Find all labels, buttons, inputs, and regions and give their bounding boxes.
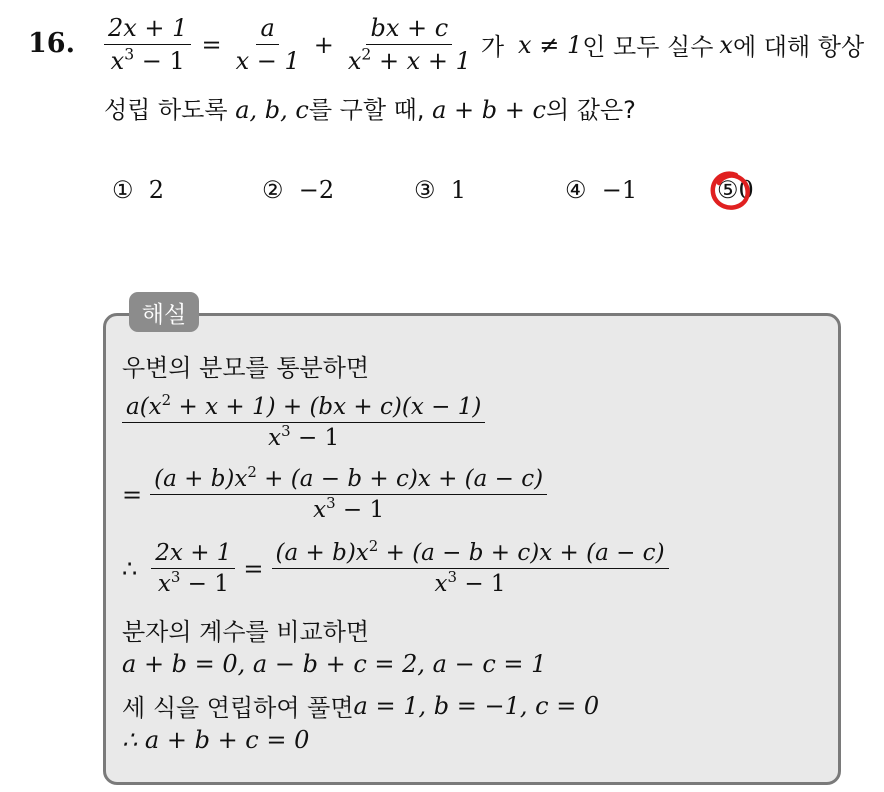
choice-1[interactable]: ① 2 [112,176,165,204]
equals-sign: = [201,30,222,59]
problem-number: 16. [28,28,75,59]
plus-sign: + [313,30,334,59]
term2-denominator: $x^2 + x + 1$ [347,45,471,75]
result-fraction: $\frac{(a + b)x^2 + (a - b + c)x + (a - c)}{x^3 - 1}$ [272,540,669,597]
solution-tab: 해설 [129,292,199,332]
original-fraction: $\frac{2x + 1}{x^3 - 1}$ [151,540,235,597]
problem-question: 성립 하도록 a, b, c를 구할 때, a + b + c의 값은? [104,96,636,124]
solution-step-6: a + b = 0, a − b + c = 2, a − c = 1 [122,650,547,678]
solution-step-3: = $\frac{(a + b)x^2 + (a - b + c)x + (a - c)}{x^3 - 1}$ [122,466,547,523]
solution-step-1: 우변의 분모를 통분하면 [122,354,370,382]
choice-5[interactable]: ⑤0 [717,176,754,204]
solution-step-2 [122,391,485,451]
condition-in: 인 모두 실수 [582,33,714,61]
condition-math: x ≠ 1 [518,30,583,59]
solution-step-4: ∴ $\frac{2x + 1}{x^3 - 1}$ = $\frac{(a + b)x^2 + (a - b + c)x + (a - c)}{x^3 - 1}$ [122,540,669,597]
problem-equation [104,14,864,75]
combined-fraction: $\frac{a(x^2 + x + 1) + (bx + c)(x - 1)}{x^3 - 1}$ [122,394,485,451]
term2-fraction [344,14,475,75]
lhs-denominator: $x^3 - 1$ [110,45,185,75]
term1-numerator: a [256,14,278,45]
choice-3[interactable]: ③ 1 [414,176,467,204]
solution-step-7: 세 식을 연립하여 풀면 a = 1, b = −1, c = 0 [122,691,600,722]
solution-step-8: ∴ a + b + c = 0 [122,726,310,754]
solution-step-5: 분자의 계수를 비교하면 [122,618,370,646]
question-vars: a, b, c [235,96,309,124]
expanded-fraction: $\frac{(a + b)x^2 + (a - b + c)x + (a - c)}{x^3 - 1}$ [150,466,547,523]
lhs-fraction [104,14,191,75]
answer-circle-mark [705,166,755,216]
condition-rest: 에 대해 항상 [732,33,865,61]
choice-2[interactable]: ② −2 [262,176,335,204]
term2-numerator: bx + c [366,14,452,45]
condition-x: x [719,30,733,59]
condition-ga: 가 [480,33,505,61]
question-expression: a + b + c [432,96,546,124]
term1-denominator: x − 1 [235,47,300,75]
lhs-numerator: 2x + 1 [104,14,191,45]
choice-4[interactable]: ④ −1 [565,176,638,204]
term1-fraction [232,14,304,75]
